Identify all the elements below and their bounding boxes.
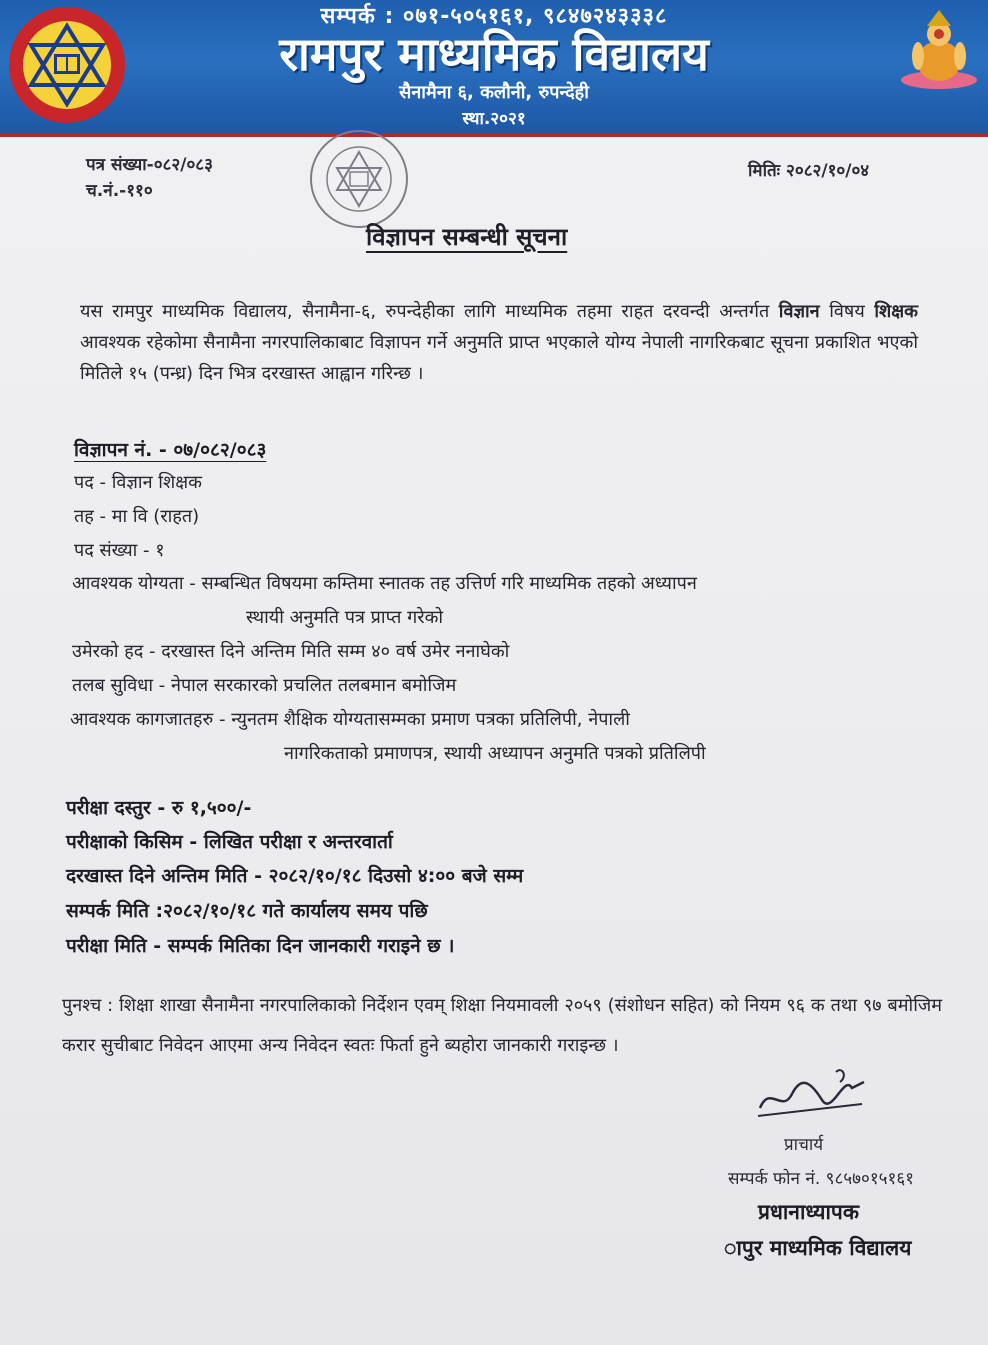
detail-documents-cont: नागरिकताको प्रमाणपत्र, स्थायी अध्यापन अनुमति पत्रको प्रतिलिपी [284,743,706,764]
letter-number: पत्र संख्या-०८२/०८३ [86,155,213,175]
lakshmi-deity-icon [896,6,982,92]
intro-post: शिक्षक [874,301,918,322]
intro-paragraph [80,296,918,389]
signature-phone: सम्पर्क फोन नं. ९८५७०१५१६१ [728,1169,915,1189]
detail-age-limit: उमेरको हद - दरखास्त दिने अन्तिम मिति सम्म ४० वर्ष उमेर ननाघेको [72,641,510,662]
letterhead [0,0,988,137]
signature-icon [752,1064,870,1128]
exam-fee: परीक्षा दस्तुर - रु १,५००/- [66,797,252,819]
application-deadline: दरखास्त दिने अन्तिम मिति - २०८२/१०/१८ दिउसो ४:०० बजे सम्म [66,865,524,887]
detail-qualification-cont: स्थायी अनुमति पत्र प्राप्त गरेको [246,607,444,628]
detail-salary: तलब सुविधा - नेपाल सरकारको प्रचलित तलबमान बमोजिम [72,675,457,696]
letterhead-school-name: रामपुर माध्यमिक विद्यालय [279,27,709,81]
seal-line-2: ापुर माध्यमिक विद्यालय [724,1236,912,1260]
intro-text-1: यस रामपुर माध्यमिक विद्यालय, सैनामैना-६, रुपन्देहीका लागि माध्यमिक तहमा राहत दरवन्दी अन्तर्गत [80,301,779,322]
signature-designation: प्राचार्य [784,1135,824,1155]
contact-date: सम्पर्क मिति :२०८२/१०/१८ गते कार्यालय समय पछि [66,900,428,922]
intro-text-3: आवश्यक रहेकोमा सैनामैना नगरपालिकाबाट विज्ञापन गर्ने अनुमति प्राप्त भएकाले योग्य नेपाली नागरिकबाट सूचना प्रकाशित भएको मितिले १५ (पन्ध्र) दिन भित्र दरखास्त आह्वान गरिन्छ । [80,332,918,384]
detail-documents: आवश्यक कागजातहरु - न्युनतम शैक्षिक योग्यतासम्मका प्रमाण पत्रका प्रतिलिपी, नेपाली [70,709,630,730]
detail-qualification: आवश्यक योग्यता - सम्बन्धित विषयमा कम्तिमा स्नातक तह उत्तिर्ण गरि माध्यमिक तहको अध्यापन [72,573,697,594]
exam-type: परीक्षाको किसिम - लिखित परीक्षा र अन्तरवार्ता [66,831,393,853]
intro-text-2: विषय [819,301,875,322]
letter-date: मितिः २०८२/१०/०४ [748,161,870,181]
letterhead-address: सैनामैना ६, कलौनी, रुपन्देही [399,82,589,103]
detail-post: पद - विज्ञान शिक्षक [74,472,202,493]
detail-post-count: पद संख्या - १ [74,540,165,561]
intro-subject: विज्ञान [778,301,820,322]
letterhead-contact: सम्पर्क : ०७१-५०५१६१, ९८४७२४३३३८ [320,4,668,29]
seal-line-1: प्रधानाध्यापक [758,1200,859,1224]
notice-title: विज्ञापन सम्बन्धी सूचना [366,223,568,251]
detail-level: तह - मा वि (राहत) [74,506,200,527]
exam-date: परीक्षा मिति - सम्पर्क मितिका दिन जानकारी गराइने छ । [66,935,455,957]
office-stamp-icon [286,128,432,230]
letterhead-established: स्था.२०२१ [462,109,526,129]
dispatch-number: च.नं.-११० [86,181,153,201]
postscript-paragraph: पुनश्च : शिक्षा शाखा सैनामैना नगरपालिकाको निर्देशन एवम् शिक्षा नियमावली २०५९ (संशोधन सहित) को नियम ९६ क तथा ९७ बमोजिम करार सुचीबाट निवेदन आएमा अन्य निवेदन स्वतः फिर्ता हुने ब्यहोरा जानकारी गराइन्छ । [62,995,942,1056]
ad-number: विज्ञापन नं. - ०७/०८२/०८३ [74,439,267,461]
